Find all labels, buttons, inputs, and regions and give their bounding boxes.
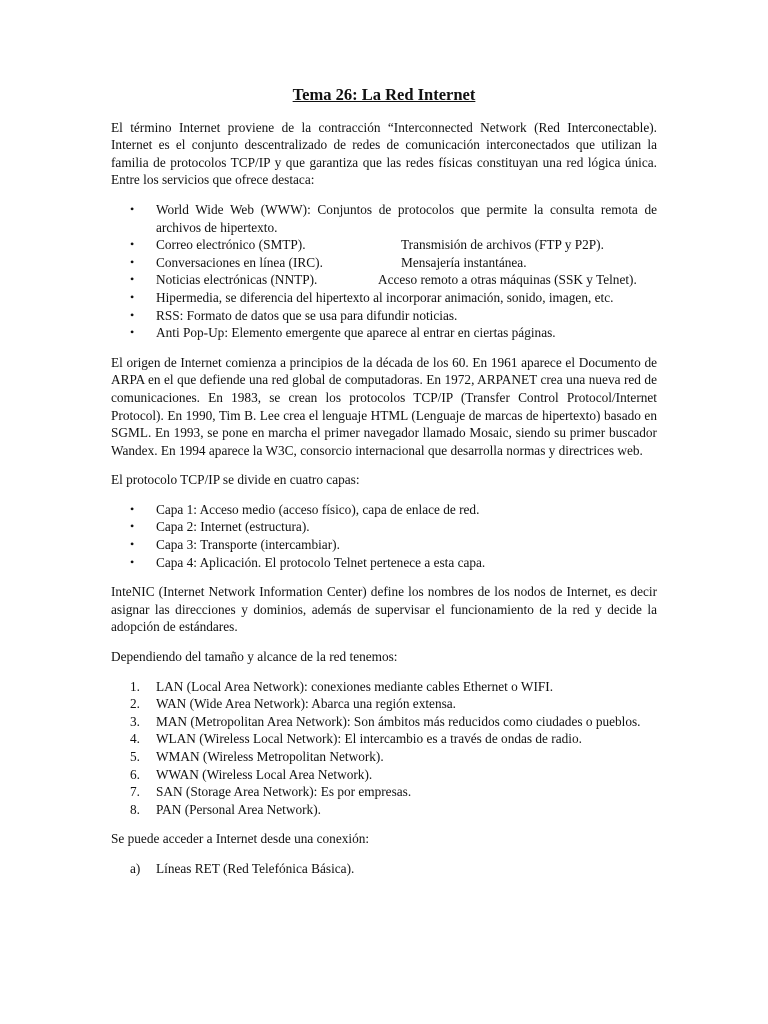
connections-list bbox=[111, 860, 657, 878]
list-item bbox=[111, 254, 657, 272]
list-item bbox=[111, 536, 657, 554]
networks-list bbox=[111, 678, 657, 819]
layer-text: Capa 3: Transporte (intercambiar). bbox=[156, 537, 340, 553]
networks-intro-paragraph: Dependiendo del tamaño y alcance de la red tenemos: bbox=[111, 649, 398, 665]
bullet-icon: • bbox=[130, 272, 135, 287]
bullet-icon: • bbox=[130, 254, 135, 269]
service-www: World Wide Web (WWW): Conjuntos de protocolos que permite la consulta remota de archivos de hipertexto. bbox=[156, 201, 657, 235]
list-number: 1. bbox=[130, 678, 140, 694]
service-antipopup: Anti Pop-Up: Elemento emergente que aparece al entrar en ciertas páginas. bbox=[156, 325, 556, 341]
list-item bbox=[111, 501, 657, 519]
list-number: 8. bbox=[130, 801, 140, 817]
list-item bbox=[111, 324, 657, 342]
list-item bbox=[111, 678, 657, 696]
network-text: WWAN (Wireless Local Area Network). bbox=[156, 766, 373, 782]
connection-text: Líneas RET (Red Telefónica Básica). bbox=[156, 860, 355, 876]
connection-intro-paragraph: Se puede acceder a Internet desde una conexión: bbox=[111, 831, 370, 847]
list-item bbox=[111, 236, 657, 254]
network-text: SAN (Storage Area Network): Es por empresas. bbox=[156, 784, 412, 800]
list-item bbox=[111, 713, 657, 731]
page-title: Tema 26: La Red Internet bbox=[292, 85, 476, 104]
service-acceso: Acceso remoto a otras máquinas (SSK y Telnet). bbox=[378, 272, 637, 288]
network-text: PAN (Personal Area Network). bbox=[156, 801, 321, 817]
list-item bbox=[111, 307, 657, 325]
list-number: 7. bbox=[130, 784, 140, 800]
service-nntp: Noticias electrónicas (NNTP). bbox=[156, 272, 318, 288]
services-list bbox=[111, 201, 657, 342]
intro-paragraph: El término Internet proviene de la contracción “Interconnected Network (Red Interconectable). Internet es el conjunto descentralizado de redes de comunicación interconectados que utilizan la familia de protocolos TCP/IP y que garantiza que las redes físicas constituyan una red lógica única. Entre los servicios que ofrece destaca: bbox=[111, 119, 657, 188]
list-number: 6. bbox=[130, 766, 140, 782]
network-text: WAN (Wide Area Network): Abarca una región extensa. bbox=[156, 696, 457, 712]
list-letter: a) bbox=[130, 860, 141, 876]
network-text: MAN (Metropolitan Area Network): Son ámbitos más reducidos como ciudades o pueblos. bbox=[156, 713, 641, 729]
list-item bbox=[111, 748, 657, 766]
list-number: 4. bbox=[130, 731, 140, 747]
list-number: 3. bbox=[130, 713, 140, 729]
list-item bbox=[111, 783, 657, 801]
list-item bbox=[111, 289, 657, 307]
origin-paragraph: El origen de Internet comienza a principios de la década de los 60. En 1961 aparece el Documento de ARPA en el que defiende una red global de computadoras. En 1972, ARPANET crea una nueva red de comunicaciones. En 1983, se crean los protocolos TCP/IP (Transfer Control Protocol/Internet Protocol). En 1990, Tim B. Lee crea el lenguaje HTML (Lenguaje de marcas de hipertexto) basado en SGML. En 1993, se pone en marcha el primer navegador llamado Mosaic, siendo su primer buscador Wandex. En 1994 aparece la W3C, consorcio internacional que desarrolla normas y directrices web. bbox=[111, 354, 657, 458]
bullet-icon: • bbox=[130, 325, 135, 340]
list-item bbox=[111, 801, 657, 819]
service-hipermedia: Hipermedia, se diferencia del hipertexto al incorporar animación, sonido, imagen, etc. bbox=[156, 289, 614, 305]
service-rss: RSS: Formato de datos que se usa para difundir noticias. bbox=[156, 307, 458, 323]
bullet-icon: • bbox=[130, 201, 135, 216]
bullet-icon: • bbox=[130, 554, 135, 569]
network-text: LAN (Local Area Network): conexiones mediante cables Ethernet o WIFI. bbox=[156, 678, 554, 694]
bullet-icon: • bbox=[130, 289, 135, 304]
network-text: WMAN (Wireless Metropolitan Network). bbox=[156, 749, 384, 764]
layer-text: Capa 1: Acceso medio (acceso físico), capa de enlace de red. bbox=[156, 501, 480, 517]
service-correo: Correo electrónico (SMTP). bbox=[156, 237, 306, 253]
bullet-icon: • bbox=[130, 501, 135, 516]
list-item bbox=[111, 730, 657, 748]
list-item bbox=[111, 518, 657, 536]
service-transmision: Transmisión de archivos (FTP y P2P). bbox=[401, 237, 604, 253]
list-number: 2. bbox=[130, 696, 140, 712]
layers-list bbox=[111, 501, 657, 571]
bullet-icon: • bbox=[130, 237, 135, 252]
layer-text: Capa 2: Internet (estructura). bbox=[156, 519, 310, 535]
list-item bbox=[111, 695, 657, 713]
bullet-icon: • bbox=[130, 519, 135, 534]
list-item bbox=[111, 860, 657, 878]
service-mensajeria: Mensajería instantánea. bbox=[401, 254, 527, 270]
internic-paragraph: InteNIC (Internet Network Information Center) define los nombres de los nodos de Internet, es decir asignar las direcciones y dominios, además de supervisar el funcionamiento de la red y decide la adopción de estándares. bbox=[111, 584, 657, 635]
list-item bbox=[111, 271, 657, 289]
layer-text: Capa 4: Aplicación. El protocolo Telnet pertenece a esta capa. bbox=[156, 554, 486, 570]
bullet-icon: • bbox=[130, 537, 135, 552]
bullet-icon: • bbox=[130, 307, 135, 322]
service-irc: Conversaciones en línea (IRC). bbox=[156, 254, 323, 270]
list-item bbox=[111, 201, 657, 236]
list-item bbox=[111, 554, 657, 572]
list-item bbox=[111, 766, 657, 784]
tcp-intro-paragraph: El protocolo TCP/IP se divide en cuatro capas: bbox=[111, 472, 360, 488]
list-number: 5. bbox=[130, 749, 140, 764]
network-text: WLAN (Wireless Local Network): El intercambio es a través de ondas de radio. bbox=[156, 731, 582, 747]
